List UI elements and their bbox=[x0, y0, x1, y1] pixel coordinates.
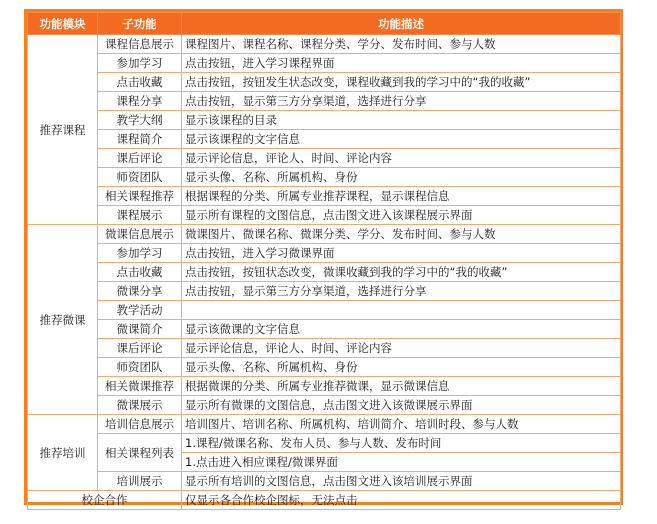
description-cell: 点击按钮，按钮状态改变，微课收藏到我的学习中的“我的收藏” bbox=[182, 263, 621, 282]
subfunction-cell: 微课简介 bbox=[98, 320, 182, 339]
description-cell bbox=[182, 301, 621, 320]
table-row bbox=[28, 187, 621, 206]
description-cell: 显示评论信息，评论人、时间、评论内容 bbox=[182, 149, 621, 168]
description-cell: 显示所有培训的文图信息，点击图文进入该培训展示界面 bbox=[182, 472, 621, 491]
header-module: 功能模块 bbox=[28, 13, 98, 35]
description-cell: 培训图片、培训名称、所属机构、培训简介、培训时段、参与人数 bbox=[182, 415, 621, 434]
header-description: 功能描述 bbox=[182, 13, 621, 35]
description-cell: 课程图片、课程名称、课程分类、学分、发布时间、参与人数 bbox=[182, 35, 621, 54]
table-row bbox=[28, 73, 621, 92]
subfunction-cell: 参加学习 bbox=[98, 54, 182, 73]
table-row bbox=[28, 358, 621, 377]
table-row bbox=[28, 130, 621, 149]
table-header-row bbox=[28, 13, 621, 35]
description-cell: 显示头像、名称、所属机构、身份 bbox=[182, 358, 621, 377]
subfunction-cell: 点击收藏 bbox=[98, 73, 182, 92]
table-row bbox=[28, 339, 621, 358]
subfunction-cell: 培训信息展示 bbox=[98, 415, 182, 434]
description-cell: 显示头像、名称、所属机构、身份 bbox=[182, 168, 621, 187]
function-table-frame bbox=[24, 9, 623, 505]
table-row bbox=[28, 225, 621, 244]
description-cell: 根据课程的分类、所属专业推荐课程，显示课程信息 bbox=[182, 187, 621, 206]
table-row bbox=[28, 168, 621, 187]
header-subfunction: 子功能 bbox=[98, 13, 182, 35]
table-row bbox=[28, 301, 621, 320]
module-cell-coop: 校企合作 bbox=[28, 491, 182, 510]
subfunction-cell: 相关课程推荐 bbox=[98, 187, 182, 206]
subfunction-cell: 相关课程列表 bbox=[98, 434, 182, 472]
table-row bbox=[28, 396, 621, 415]
subfunction-cell: 课程分享 bbox=[98, 92, 182, 111]
description-cell: 显示该微课的文字信息 bbox=[182, 320, 621, 339]
subfunction-cell: 教学活动 bbox=[98, 301, 182, 320]
description-cell: 点击按钮，显示第三方分享渠道，选择进行分享 bbox=[182, 92, 621, 111]
table-row bbox=[28, 320, 621, 339]
table-row bbox=[28, 111, 621, 130]
subfunction-cell: 参加学习 bbox=[98, 244, 182, 263]
description-cell: 点击按钮，进入学习微课界面 bbox=[182, 244, 621, 263]
subfunction-cell: 课程简介 bbox=[98, 130, 182, 149]
subfunction-cell: 师资团队 bbox=[98, 358, 182, 377]
module-cell: 推荐微课 bbox=[28, 225, 98, 415]
description-cell: 点击按钮，按钮发生状态改变，课程收藏到我的学习中的“我的收藏” bbox=[182, 73, 621, 92]
table-row bbox=[28, 54, 621, 73]
description-cell: 显示该课程的文字信息 bbox=[182, 130, 621, 149]
description-cell: 显示评论信息，评论人、时间、评论内容 bbox=[182, 339, 621, 358]
description-cell: 点击按钮，显示第三方分享渠道，选择进行分享 bbox=[182, 282, 621, 301]
table-row bbox=[28, 472, 621, 491]
table-row bbox=[28, 377, 621, 396]
subfunction-cell: 微课分享 bbox=[98, 282, 182, 301]
subfunction-cell: 培训展示 bbox=[98, 472, 182, 491]
subfunction-cell: 课后评论 bbox=[98, 339, 182, 358]
subfunction-cell: 课程展示 bbox=[98, 206, 182, 225]
module-cell: 推荐课程 bbox=[28, 35, 98, 225]
description-cell: 显示该课程的目录 bbox=[182, 111, 621, 130]
subfunction-cell: 课程信息展示 bbox=[98, 35, 182, 54]
description-cell: 1.点击进入相应课程/微课界面 bbox=[182, 453, 621, 472]
subfunction-cell: 相关微课推荐 bbox=[98, 377, 182, 396]
subfunction-cell: 点击收藏 bbox=[98, 263, 182, 282]
table-row bbox=[28, 244, 621, 263]
function-table bbox=[27, 12, 621, 510]
subfunction-cell: 微课展示 bbox=[98, 396, 182, 415]
table-row bbox=[28, 434, 621, 453]
table-row bbox=[28, 92, 621, 111]
description-cell: 1.课程/微课名称、发布人员、参与人数、发布时间 bbox=[182, 434, 621, 453]
description-cell: 点击按钮，进入学习课程界面 bbox=[182, 54, 621, 73]
description-cell: 显示所有课程的文图信息，点击图文进入该课程展示界面 bbox=[182, 206, 621, 225]
table-row bbox=[28, 206, 621, 225]
table-row bbox=[28, 263, 621, 282]
description-cell: 根据微课的分类、所属专业推荐微课，显示微课信息 bbox=[182, 377, 621, 396]
table-row bbox=[28, 149, 621, 168]
description-cell: 仅显示各合作校企图标，无法点击 bbox=[182, 491, 621, 510]
description-cell: 显示所有微课的文图信息，点击图文进入该微课展示界面 bbox=[182, 396, 621, 415]
subfunction-cell: 教学大纲 bbox=[98, 111, 182, 130]
table-row-footer bbox=[28, 491, 621, 510]
description-cell: 微课图片、微课名称、微课分类、学分、发布时间、参与人数 bbox=[182, 225, 621, 244]
table-row bbox=[28, 415, 621, 434]
subfunction-cell: 师资团队 bbox=[98, 168, 182, 187]
subfunction-cell: 课后评论 bbox=[98, 149, 182, 168]
table-row bbox=[28, 35, 621, 54]
module-cell: 推荐培训 bbox=[28, 415, 98, 491]
table-row bbox=[28, 282, 621, 301]
subfunction-cell: 微课信息展示 bbox=[98, 225, 182, 244]
